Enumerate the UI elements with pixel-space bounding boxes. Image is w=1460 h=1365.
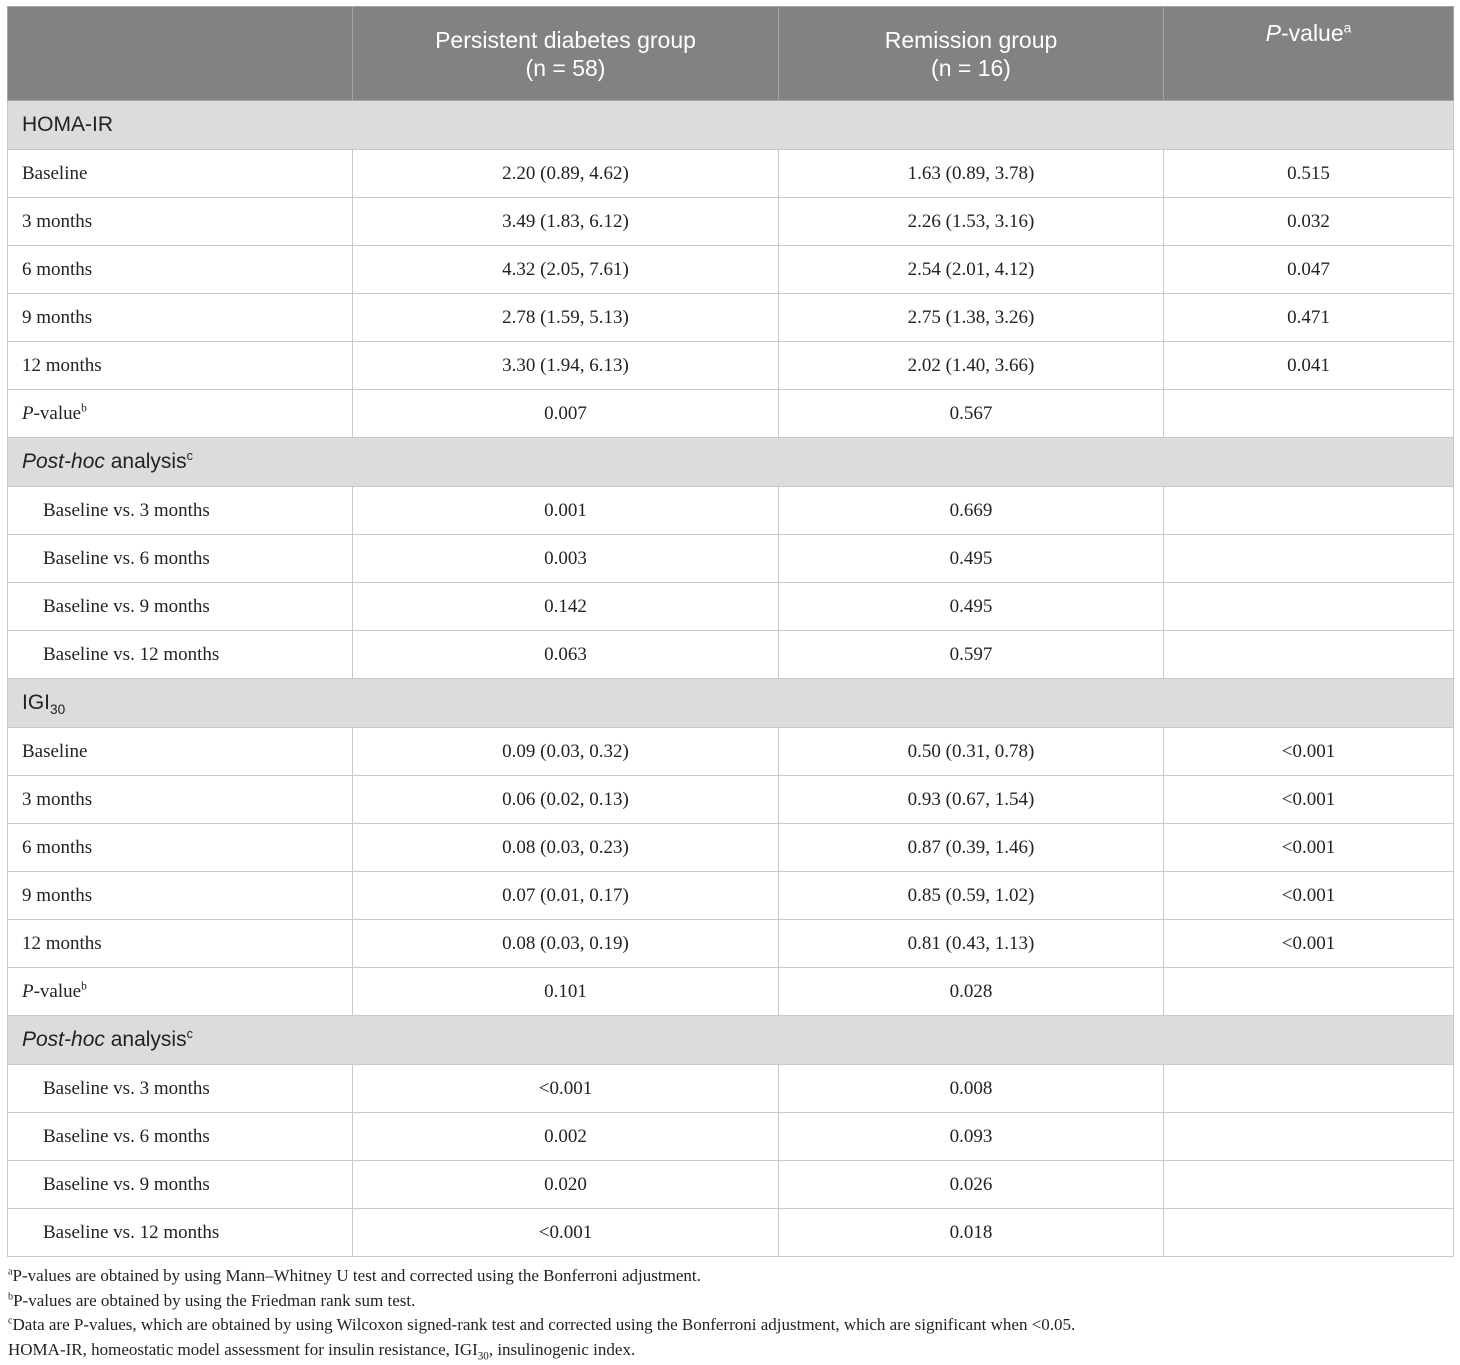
cell-persistent: 2.78 (1.59, 5.13) xyxy=(353,294,779,342)
cell-remission: 0.495 xyxy=(779,535,1164,583)
cell-persistent: <0.001 xyxy=(353,1209,779,1257)
cell-persistent: 0.07 (0.01, 0.17) xyxy=(353,872,779,920)
cell-remission: 2.26 (1.53, 3.16) xyxy=(779,198,1164,246)
posthoc-section-igi xyxy=(8,1016,1454,1065)
abbrev-part-2: , insulinogenic index. xyxy=(488,1339,636,1359)
row-label-text: Baseline vs. 3 months xyxy=(43,499,210,521)
cell-persistent: 0.09 (0.03, 0.32) xyxy=(353,728,779,776)
header-remission-n: (n = 16) xyxy=(931,54,1011,81)
table-row xyxy=(8,728,1454,776)
cell-pvalue xyxy=(1164,1209,1454,1257)
posthoc-row xyxy=(8,583,1454,631)
cell-remission: 0.567 xyxy=(779,390,1164,438)
cell-remission: 0.093 xyxy=(779,1113,1164,1161)
cell-persistent: 0.020 xyxy=(353,1161,779,1209)
posthoc-title-rest: analysis xyxy=(104,450,187,473)
row-label xyxy=(8,1209,353,1257)
table-row xyxy=(8,872,1454,920)
posthoc-row xyxy=(8,1209,1454,1257)
cell-pvalue xyxy=(1164,968,1454,1016)
table-row xyxy=(8,776,1454,824)
posthoc-section-homa-title xyxy=(8,438,1454,487)
cell-pvalue xyxy=(1164,535,1454,583)
posthoc-section-homa xyxy=(8,438,1454,487)
cell-pvalue: <0.001 xyxy=(1164,872,1454,920)
footnote-c xyxy=(8,1313,1448,1338)
row-label-text: Baseline vs. 9 months xyxy=(43,1173,210,1195)
cell-remission: 0.87 (0.39, 1.46) xyxy=(779,824,1164,872)
cell-remission: 0.597 xyxy=(779,631,1164,679)
cell-persistent: 0.001 xyxy=(353,487,779,535)
section-igi-title xyxy=(8,679,1454,728)
row-label xyxy=(8,583,353,631)
row-label-text: Baseline xyxy=(22,740,88,762)
row-label xyxy=(8,487,353,535)
pvalue-row xyxy=(8,390,1454,438)
row-label-text: 9 months xyxy=(22,306,93,328)
section-homa xyxy=(8,101,1454,150)
row-label xyxy=(8,920,353,968)
cell-pvalue: <0.001 xyxy=(1164,920,1454,968)
row-label xyxy=(8,1065,353,1113)
row-label xyxy=(8,535,353,583)
cell-pvalue: 0.041 xyxy=(1164,342,1454,390)
cell-pvalue: <0.001 xyxy=(1164,776,1454,824)
cell-persistent: 0.08 (0.03, 0.23) xyxy=(353,824,779,872)
header-remission-group xyxy=(779,7,1164,101)
row-label xyxy=(8,390,353,438)
header-pvalue xyxy=(1164,7,1454,101)
table-body xyxy=(8,101,1454,1257)
row-label xyxy=(8,246,353,294)
cell-persistent: 0.101 xyxy=(353,968,779,1016)
cell-pvalue: 0.471 xyxy=(1164,294,1454,342)
cell-remission: 0.81 (0.43, 1.13) xyxy=(779,920,1164,968)
cell-persistent: 0.003 xyxy=(353,535,779,583)
posthoc-row xyxy=(8,487,1454,535)
header-pvalue-italic: P xyxy=(1265,20,1281,46)
row-label-text: Baseline vs. 9 months xyxy=(43,595,210,617)
cell-pvalue: 0.032 xyxy=(1164,198,1454,246)
posthoc-row xyxy=(8,1113,1454,1161)
footnotes xyxy=(8,1264,1448,1362)
abbrev-part-1: HOMA-IR, homeostatic model assessment for insulin resistance, IGI xyxy=(8,1339,478,1359)
cell-pvalue xyxy=(1164,583,1454,631)
cell-pvalue xyxy=(1164,487,1454,535)
row-label-text: Baseline vs. 12 months xyxy=(43,643,220,665)
cell-remission: 0.50 (0.31, 0.78) xyxy=(779,728,1164,776)
table-row xyxy=(8,150,1454,198)
row-label xyxy=(8,1161,353,1209)
posthoc-section-igi-title xyxy=(8,1016,1454,1065)
section-title-text: HOMA-IR xyxy=(22,113,113,136)
posthoc-row xyxy=(8,535,1454,583)
posthoc-title-italic: Post-hoc xyxy=(22,1028,105,1051)
cell-persistent: 0.08 (0.03, 0.19) xyxy=(353,920,779,968)
cell-remission: 0.85 (0.59, 1.02) xyxy=(779,872,1164,920)
section-title-subscript: 30 xyxy=(50,702,66,718)
row-label-text: 6 months xyxy=(22,836,93,858)
table-header-row xyxy=(8,7,1454,101)
cell-remission: 0.026 xyxy=(779,1161,1164,1209)
posthoc-title-rest: analysis xyxy=(104,1028,187,1051)
row-label xyxy=(8,872,353,920)
row-label xyxy=(8,342,353,390)
row-label xyxy=(8,1113,353,1161)
row-label-text: 3 months xyxy=(22,788,93,810)
row-label xyxy=(8,728,353,776)
row-label xyxy=(8,150,353,198)
pvalue-label-rest: -value xyxy=(33,402,82,424)
header-blank xyxy=(8,7,353,101)
row-label xyxy=(8,776,353,824)
cell-remission: 0.495 xyxy=(779,583,1164,631)
cell-persistent: 0.06 (0.02, 0.13) xyxy=(353,776,779,824)
cell-remission: 2.54 (2.01, 4.12) xyxy=(779,246,1164,294)
pvalue-row xyxy=(8,968,1454,1016)
row-label-text: 12 months xyxy=(22,932,102,954)
section-homa-title xyxy=(8,101,1454,150)
cell-remission: 0.008 xyxy=(779,1065,1164,1113)
posthoc-row xyxy=(8,1161,1454,1209)
cell-pvalue xyxy=(1164,631,1454,679)
cell-remission: 0.028 xyxy=(779,968,1164,1016)
table-row xyxy=(8,920,1454,968)
posthoc-title-italic: Post-hoc xyxy=(22,450,105,473)
footnote-abbreviations xyxy=(8,1338,1448,1363)
row-label xyxy=(8,631,353,679)
table-row xyxy=(8,824,1454,872)
footnote-a-text: P-values are obtained by using Mann–Whitney U test and corrected using the Bonferroni adjustment. xyxy=(12,1266,701,1285)
cell-persistent: 0.002 xyxy=(353,1113,779,1161)
section-title-text: IGI xyxy=(22,691,51,714)
pvalue-label-rest: -value xyxy=(33,980,82,1002)
footnote-b-marker: b xyxy=(8,1290,14,1302)
table-row xyxy=(8,198,1454,246)
cell-remission: 1.63 (0.89, 3.78) xyxy=(779,150,1164,198)
cell-pvalue xyxy=(1164,1113,1454,1161)
row-label-text: Baseline vs. 3 months xyxy=(43,1077,210,1099)
footnote-c-marker: c xyxy=(8,1315,13,1327)
table-container xyxy=(7,6,1453,1257)
footnote-b-text: P-values are obtained by using the Friedman rank sum test. xyxy=(13,1290,416,1310)
posthoc-title-sup: c xyxy=(186,1027,193,1041)
cell-persistent: <0.001 xyxy=(353,1065,779,1113)
row-label-text: Baseline vs. 6 months xyxy=(43,1125,210,1147)
row-label-text: 3 months xyxy=(22,210,93,232)
header-pvalue-sup: a xyxy=(1343,20,1352,36)
cell-persistent: 3.49 (1.83, 6.12) xyxy=(353,198,779,246)
posthoc-row xyxy=(8,631,1454,679)
header-remission-label: Remission group xyxy=(884,26,1058,53)
cell-pvalue: 0.515 xyxy=(1164,150,1454,198)
footnote-a-marker: a xyxy=(8,1266,13,1278)
table-row xyxy=(8,342,1454,390)
cell-remission: 2.02 (1.40, 3.66) xyxy=(779,342,1164,390)
row-label xyxy=(8,968,353,1016)
pvalue-label-sup: b xyxy=(81,402,87,415)
header-persistent-group xyxy=(353,7,779,101)
cell-remission: 2.75 (1.38, 3.26) xyxy=(779,294,1164,342)
cell-pvalue: 0.047 xyxy=(1164,246,1454,294)
cell-persistent: 4.32 (2.05, 7.61) xyxy=(353,246,779,294)
cell-pvalue xyxy=(1164,1065,1454,1113)
cell-pvalue xyxy=(1164,1161,1454,1209)
posthoc-title-sup: c xyxy=(186,449,193,463)
row-label-text: Baseline vs. 12 months xyxy=(43,1221,220,1243)
row-label-text: Baseline vs. 6 months xyxy=(43,547,210,569)
posthoc-row xyxy=(8,1065,1454,1113)
footnote-c-text: Data are P-values, which are obtained by using Wilcoxon signed-rank test and corrected using the Bonferroni adjustment, which are significant when <0.05. xyxy=(12,1315,1076,1334)
abbrev-subscript: 30 xyxy=(477,1349,489,1362)
section-igi xyxy=(8,679,1454,728)
cell-persistent: 0.007 xyxy=(353,390,779,438)
cell-persistent: 2.20 (0.89, 4.62) xyxy=(353,150,779,198)
cell-remission: 0.669 xyxy=(779,487,1164,535)
cell-persistent: 0.142 xyxy=(353,583,779,631)
cell-persistent: 0.063 xyxy=(353,631,779,679)
row-label-text: 9 months xyxy=(22,884,93,906)
table-row xyxy=(8,246,1454,294)
cell-pvalue xyxy=(1164,390,1454,438)
header-pvalue-rest: -value xyxy=(1281,20,1344,46)
table-row xyxy=(8,294,1454,342)
footnote-b xyxy=(8,1289,1448,1314)
header-persistent-label: Persistent diabetes group xyxy=(435,26,696,53)
row-label xyxy=(8,824,353,872)
cell-pvalue: <0.001 xyxy=(1164,824,1454,872)
results-table xyxy=(7,6,1454,1257)
pvalue-label-sup: b xyxy=(81,980,87,993)
cell-remission: 0.018 xyxy=(779,1209,1164,1257)
cell-pvalue: <0.001 xyxy=(1164,728,1454,776)
pvalue-label-italic: P xyxy=(22,980,34,1002)
row-label xyxy=(8,198,353,246)
header-persistent-n: (n = 58) xyxy=(525,54,606,81)
pvalue-label-italic: P xyxy=(22,402,34,424)
row-label xyxy=(8,294,353,342)
cell-persistent: 3.30 (1.94, 6.13) xyxy=(353,342,779,390)
row-label-text: Baseline xyxy=(22,162,88,184)
cell-remission: 0.93 (0.67, 1.54) xyxy=(779,776,1164,824)
row-label-text: 12 months xyxy=(22,354,102,376)
row-label-text: 6 months xyxy=(22,258,93,280)
footnote-a xyxy=(8,1264,1448,1289)
